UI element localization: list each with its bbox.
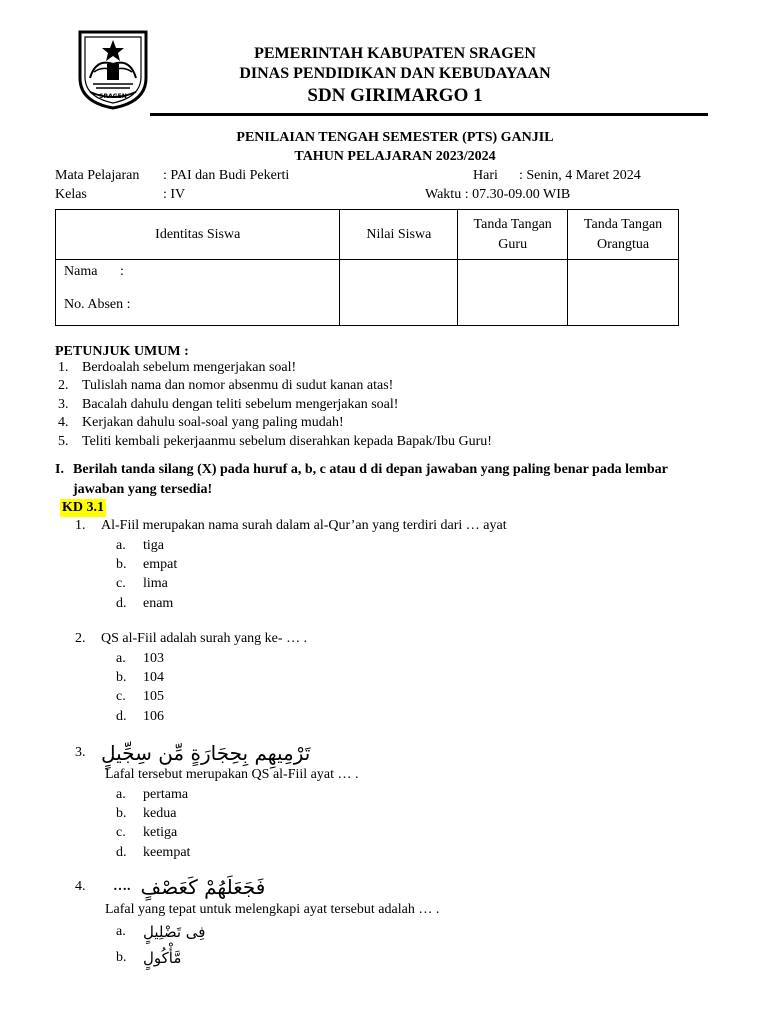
letterhead-divider <box>150 113 708 116</box>
question-text: Lafal tersebut merupakan QS al-Fiil ayat … . <box>105 767 359 782</box>
options-list <box>116 649 307 726</box>
letterhead <box>150 44 640 108</box>
option[interactable]: b. 104 <box>116 670 164 686</box>
exam-title-line2: TAHUN PELAJARAN 2023/2024 <box>294 149 496 164</box>
instruction-item: 3. Bacalah dahulu dengan teliti sebelum mengerjakan soal! <box>58 396 399 412</box>
options-list <box>116 920 439 972</box>
exam-title <box>150 128 640 166</box>
option[interactable]: c. ketiga <box>116 825 178 841</box>
question-4 <box>75 874 439 972</box>
sragen-regency-logo <box>76 28 150 110</box>
option[interactable]: a. tiga <box>116 538 164 553</box>
student-identity-table <box>55 209 679 326</box>
subject-label: Mata Pelajaran <box>55 168 140 183</box>
question-number: 2. <box>75 631 86 646</box>
question-number: 1. <box>75 518 86 533</box>
day-value: : Senin, 4 Maret 2024 <box>519 168 641 183</box>
teacher-signature-cell[interactable] <box>458 260 568 326</box>
instruction-item: 1. Berdoalah sebelum mengerjakan soal! <box>58 360 297 375</box>
option[interactable]: c. lima <box>116 576 168 592</box>
exam-time: Waktu : 07.30-09.00 WIB <box>425 187 571 202</box>
header-teacher-signature: Tanda Tangan Guru <box>458 210 568 260</box>
header-identity: Identitas Siswa <box>56 210 340 260</box>
option[interactable]: d. 106 <box>116 708 164 724</box>
option[interactable]: d. keempat <box>116 844 191 860</box>
header-score: Nilai Siswa <box>340 210 458 260</box>
letterhead-government: PEMERINTAH KABUPATEN SRAGEN <box>254 45 536 62</box>
instruction-item: 4. Kerjakan dahulu soal-soal yang paling mudah! <box>58 415 344 431</box>
question-3 <box>75 741 358 862</box>
identity-cell[interactable] <box>56 260 340 326</box>
question-text: Al-Fiil merupakan nama surah dalam al-Qur’an yang terdiri dari … ayat <box>101 518 507 533</box>
instruction-item: 2. Tulislah nama dan nomor absenmu di sudut kanan atas! <box>58 378 394 394</box>
question-text: QS al-Fiil adalah surah yang ke- … . <box>101 631 308 646</box>
option[interactable]: d. enam <box>116 595 174 611</box>
question-number: 3. <box>75 745 86 760</box>
day-label: Hari <box>473 168 498 183</box>
arabic-verse: فَجَعَلَهُمْ كَعَصْفٍ <box>140 875 266 899</box>
letterhead-department: DINAS PENDIDIKAN DAN KEBUDAYAAN <box>239 65 551 82</box>
option[interactable]: a. 103 <box>116 651 164 666</box>
name-label: Nama <box>64 264 98 279</box>
name-colon: : <box>120 264 124 279</box>
options-list <box>116 536 507 613</box>
subject-value: : PAI dan Budi Pekerti <box>163 168 290 183</box>
question-number: 4. <box>75 879 86 894</box>
kd-badge: KD 3.1 <box>62 500 104 515</box>
section-text: Berilah tanda silang (X) pada huruf a, b, c atau d di depan jawaban yang paling benar pada lembar jawaban yang tersedia! <box>73 462 668 497</box>
option[interactable]: b. kedua <box>116 806 177 822</box>
absen-label: No. Absen : <box>64 297 131 312</box>
arabic-verse: تَرْمِيهِم بِحِجَارَةٍ مِّن سِجِّيلٍ <box>101 741 311 765</box>
section-1-instruction <box>55 460 715 500</box>
section-number: I. <box>55 462 64 477</box>
option[interactable]: b. مَّأْكُولٍ <box>116 949 182 967</box>
option[interactable]: a. pertama <box>116 787 189 802</box>
logo-caption: SRAGEN <box>99 93 127 100</box>
option[interactable]: c. 105 <box>116 689 164 705</box>
exam-meta-left <box>55 166 289 204</box>
options-list <box>116 785 358 862</box>
question-2 <box>75 629 307 726</box>
exam-day <box>473 166 641 185</box>
option[interactable]: b. empat <box>116 557 178 573</box>
header-parent-signature: Tanda Tangan Orangtua <box>568 210 679 260</box>
letterhead-school: SDN GIRIMARGO 1 <box>307 85 483 106</box>
question-text: Lafal yang tepat untuk melengkapi ayat tersebut adalah … . <box>105 902 440 917</box>
class-value: : IV <box>163 187 186 202</box>
option[interactable]: a. فِى تَضْلِيلٍ <box>116 923 206 941</box>
class-label: Kelas <box>55 187 87 202</box>
instructions-heading: PETUNJUK UMUM : <box>55 344 189 359</box>
exam-title-line1: PENILAIAN TENGAH SEMESTER (PTS) GANJIL <box>236 130 554 145</box>
score-cell[interactable] <box>340 260 458 326</box>
blank-dots: …. <box>113 879 131 894</box>
instructions-list <box>55 359 492 451</box>
question-1 <box>75 516 507 613</box>
instruction-item: 5. Teliti kembali pekerjaanmu sebelum diserahkan kepada Bapak/Ibu Guru! <box>58 433 492 449</box>
parent-signature-cell[interactable] <box>568 260 679 326</box>
